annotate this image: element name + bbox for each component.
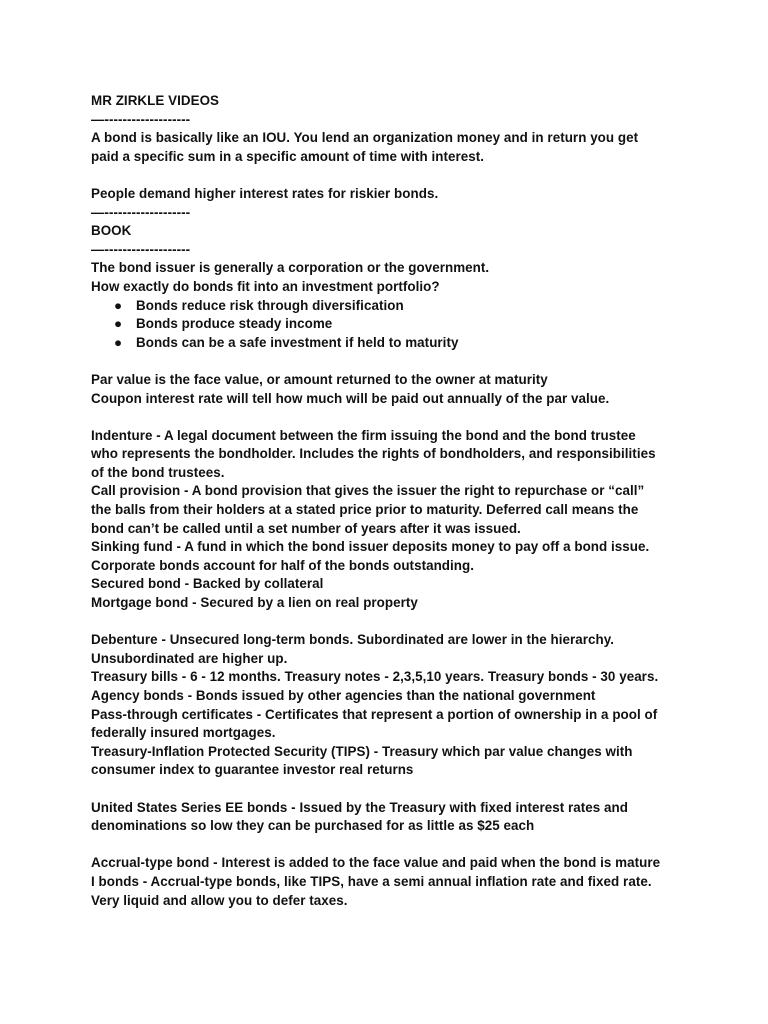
paragraph-line: of the bond trustees. — [91, 464, 225, 480]
list-item — [91, 334, 691, 353]
paragraph-line: Treasury bills - 6 - 12 months. Treasury notes - 2,3,5,10 years. Treasury bonds - 30 years. — [91, 669, 659, 685]
paragraph-line: Call provision - A bond provision that gives the issuer the right to repurchase or “call” — [91, 483, 645, 499]
paragraph-line: A bond is basically like an IOU. You lend an organization money and in return you get — [91, 130, 639, 146]
paragraph-line: Sinking fund - A fund in which the bond issuer deposits money to pay off a bond issue. — [91, 539, 650, 555]
list-item — [91, 297, 691, 316]
paragraph-line: Par value is the face value, or amount returned to the owner at maturity — [91, 371, 548, 387]
paragraph-line: Pass-through certificates - Certificates that represent a portion of ownership in a pool of — [91, 706, 658, 722]
divider-line: —------------------- — [91, 241, 191, 257]
paragraph-line: Corporate bonds account for half of the bonds outstanding. — [91, 557, 475, 573]
paragraph-line: paid a specific sum in a specific amount of time with interest. — [91, 148, 485, 164]
paragraph-line: the balls from their holders at a stated price prior to maturity. Deferred call means the — [91, 502, 639, 518]
bullet-icon: ● — [114, 297, 123, 313]
paragraph-line: The bond issuer is generally a corporation or the government. — [91, 260, 490, 276]
bullet-list — [91, 297, 691, 353]
blank-line — [91, 613, 691, 632]
blank-line — [91, 352, 691, 371]
paragraph-line: Unsubordinated are higher up. — [91, 650, 288, 666]
paragraph-line: Mortgage bond - Secured by a lien on real property — [91, 595, 418, 611]
blank-line — [91, 408, 691, 427]
section-heading-mr-zirkle: MR ZIRKLE VIDEOS — [91, 93, 220, 108]
paragraph-line: People demand higher interest rates for riskier bonds. — [91, 185, 439, 201]
list-item-text: Bonds reduce risk through diversification — [136, 297, 404, 313]
bullet-icon: ● — [114, 334, 123, 350]
paragraph-line: who represents the bondholder. Includes the rights of bondholders, and responsibilities — [91, 446, 656, 462]
section-heading-book: BOOK — [91, 223, 132, 239]
list-item-text: Bonds produce steady income — [136, 316, 333, 332]
document-page — [91, 92, 691, 910]
paragraph-line: Very liquid and allow you to defer taxes. — [91, 892, 348, 908]
paragraph-line: Indenture - A legal document between the firm issuing the bond and the bond trustee — [91, 427, 636, 443]
blank-line — [91, 836, 691, 855]
paragraph-line: Debenture - Unsecured long-term bonds. Subordinated are lower in the hierarchy. — [91, 632, 615, 648]
paragraph-line: bond can’t be called until a set number of years after it was issued. — [91, 520, 521, 536]
list-item-text: Bonds can be a safe investment if held to maturity — [136, 334, 459, 350]
divider-line: —------------------- — [91, 111, 191, 127]
blank-line — [91, 166, 691, 185]
paragraph-line: denominations so low they can be purchased for as little as $25 each — [91, 818, 535, 834]
paragraph-line: Secured bond - Backed by collateral — [91, 576, 324, 592]
bullet-icon: ● — [114, 316, 123, 332]
paragraph-line: federally insured mortgages. — [91, 725, 276, 741]
paragraph-line: How exactly do bonds fit into an investment portfolio? — [91, 278, 440, 294]
list-item — [91, 315, 691, 334]
paragraph-line: United States Series EE bonds - Issued by the Treasury with fixed interest rates and — [91, 799, 629, 815]
paragraph-line: Coupon interest rate will tell how much will be paid out annually of the par value. — [91, 390, 610, 406]
paragraph-line: I bonds - Accrual-type bonds, like TIPS, have a semi annual inflation rate and fixed rate. — [91, 873, 652, 889]
paragraph-line: Treasury-Inflation Protected Security (TIPS) - Treasury which par value changes with — [91, 743, 633, 759]
paragraph-line: Agency bonds - Bonds issued by other agencies than the national government — [91, 688, 596, 703]
paragraph-line: consumer index to guarantee investor real returns — [91, 762, 414, 778]
paragraph-line: Accrual-type bond - Interest is added to the face value and paid when the bond is mature — [91, 855, 661, 871]
blank-line — [91, 780, 691, 799]
divider-line: —------------------- — [91, 204, 191, 220]
